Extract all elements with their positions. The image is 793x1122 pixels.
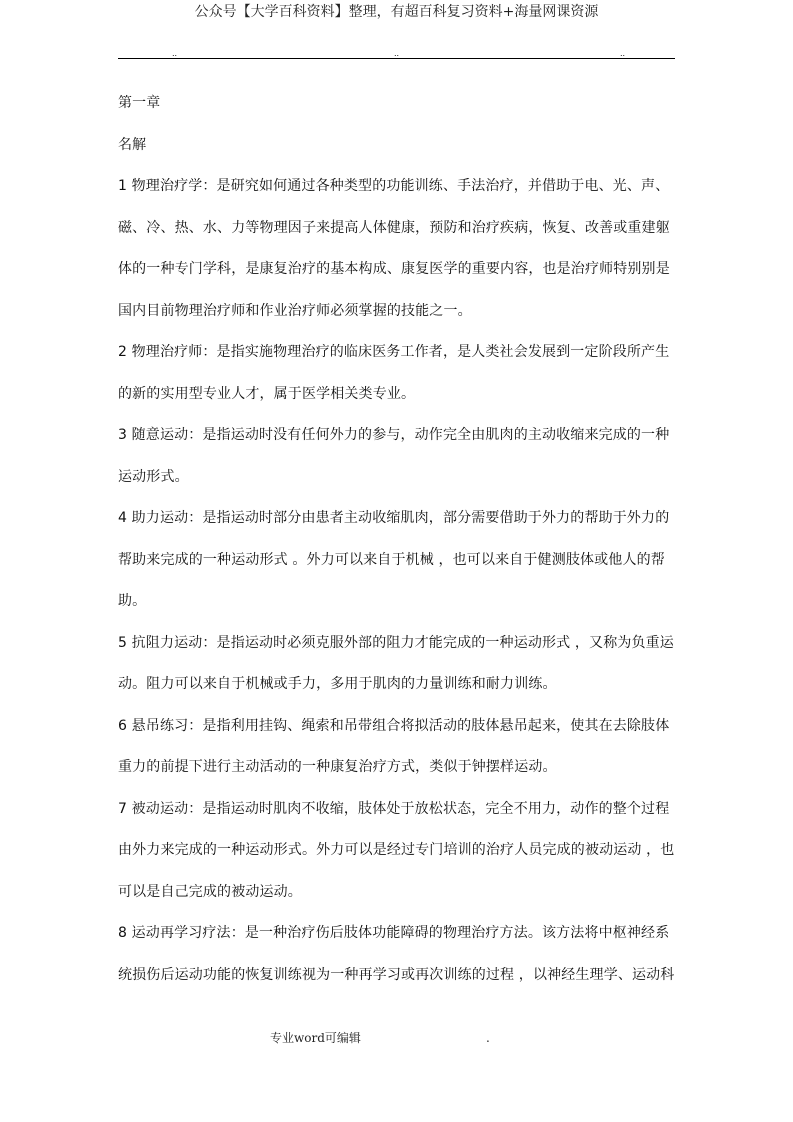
section-heading: 名解 xyxy=(118,136,147,153)
header-rule xyxy=(118,58,675,59)
text-line: 动。阻力可以来自于机械或手力，多用于肌肉的力量训练和耐力训练。 xyxy=(118,676,557,692)
text-line: 运动形式。 xyxy=(118,468,189,485)
text-line: 帮助来完成的一种运动形式 。外力可以来自于机械 ，也可以来自于健测肢体或他人的帮 xyxy=(118,551,665,568)
text-line: 助。 xyxy=(118,593,147,609)
chapter-title: 第一章 xyxy=(118,95,161,111)
text-line: 可以是自己完成的被动运动。 xyxy=(118,883,302,900)
text-line: 1 物理治疗学：是研究如何通过各种类型的功能训练、手法治疗，并借助于电、光、声、 xyxy=(118,178,670,194)
text-line: 5 抗阻力运动：是指运动时必须克服外部的阻力才能完成的一种运动形式 ，又称为负重运 xyxy=(118,634,674,651)
top-banner: 公众号【大学百科资料】整理，有超百科复习资料+海量网课资源 xyxy=(194,4,599,20)
footer-editable-note: 专业word可编辑 xyxy=(270,1031,361,1045)
text-line: 重力的前提下进行主动活动的一种康复治疗方式，类似于钟摆样运动。 xyxy=(118,759,557,775)
text-line: 国内目前物理治疗师和作业治疗师必须掌握的技能之一。 xyxy=(118,302,472,319)
text-line: 8 运动再学习疗法：是一种治疗伤后肢体功能障碍的物理治疗方法。该方法将中枢神经系 xyxy=(118,925,670,941)
text-line: 7 被动运动：是指运动时肌肉不收缩，肢体处于放松状态，完全不用力，动作的整个过程 xyxy=(118,800,670,817)
document-body xyxy=(118,88,676,1001)
text-line: 6 悬吊练习：是指利用挂钩、绳索和吊带组合将拟活动的肢体悬吊起来，使其在去除肢体 xyxy=(118,717,670,734)
header-mark-right: .. xyxy=(620,49,626,58)
text-line: 3 随意运动：是指运动时没有任何外力的参与，动作完全由肌肉的主动收缩来完成的一种 xyxy=(118,427,670,443)
header-mark-left: .. xyxy=(172,49,178,58)
header-mark-center: .. xyxy=(394,49,400,58)
text-line: 体的一种专门学科，是康复治疗的基本构成、康复医学的重要内容，也是治疗师特别别是 xyxy=(118,261,670,277)
text-line: 由外力来完成的一种运动形式。外力可以是经过专门培训的治疗人员完成的被动运动 ，也 xyxy=(118,842,675,858)
text-line: 统损伤后运动功能的恢复训练视为一种再学习或再次训练的过程 ，以神经生理学、运动科 xyxy=(118,966,675,983)
footer-dot: . xyxy=(486,1031,490,1045)
text-line: 2 物理治疗师：是指实施物理治疗的临床医务工作者，是人类社会发展到一定阶段所产生 xyxy=(118,344,670,360)
text-line: 4 助力运动：是指运动时部分由患者主动收缩肌肉，部分需要借助于外力的帮助于外力的 xyxy=(118,510,670,526)
text-line: 磁、冷、热、水、力等物理因子来提高人体健康，预防和治疗疾病，恢复、改善或重建躯 xyxy=(118,219,670,236)
text-line: 的新的实用型专业人才，属于医学相关类专业。 xyxy=(118,385,416,402)
